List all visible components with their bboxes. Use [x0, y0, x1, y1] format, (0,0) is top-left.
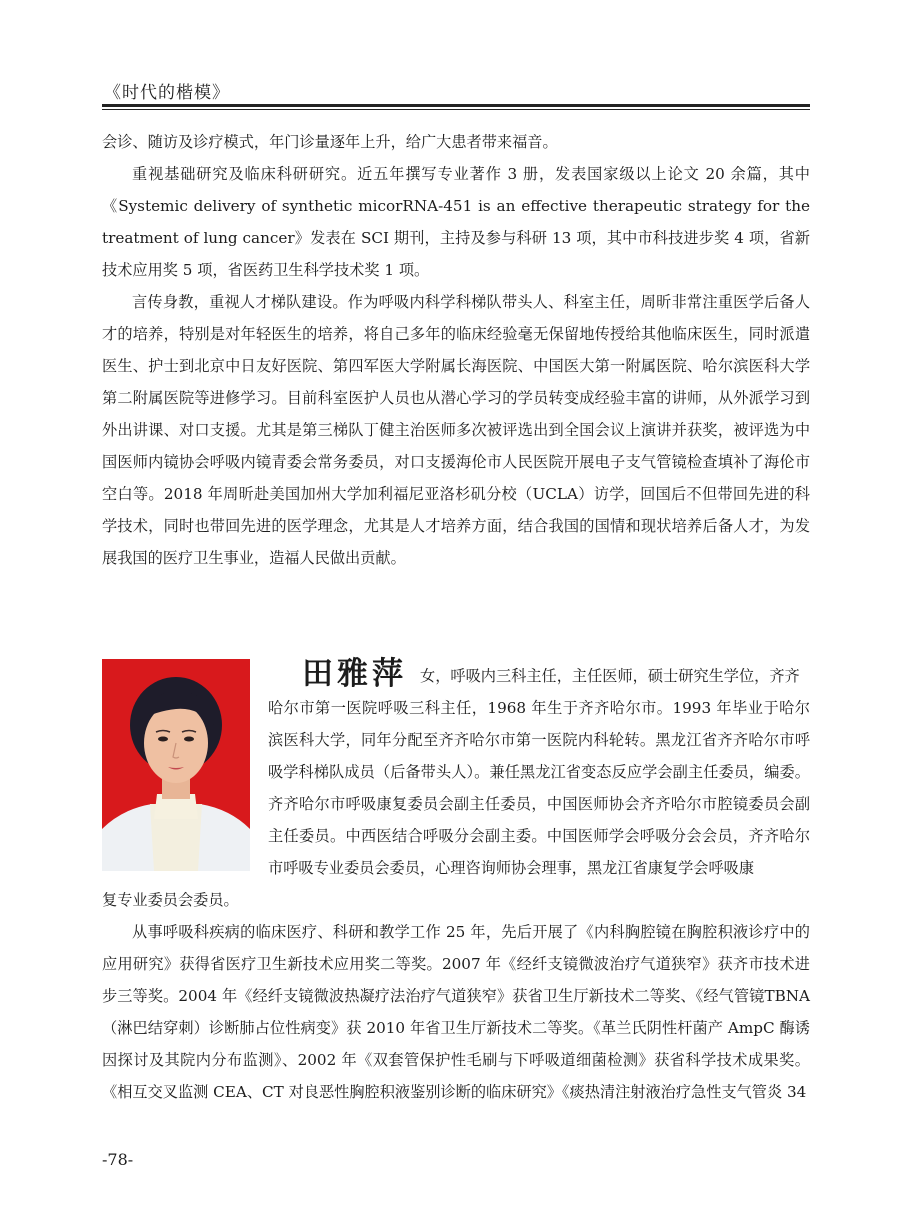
portrait-photo	[102, 659, 250, 871]
paragraph-work: 从事呼吸科疾病的临床医疗、科研和教学工作 25 年，先后开展了《内科胸腔镜在胸腔积液诊疗中的应用研究》获得省医疗卫生新技术应用奖二等奖。2007 年《经纤支镜微波治疗气道狭窄》获齐市技术进步三等奖。2004 年《经纤支镜微波热凝疗法治疗气道狭窄》获省卫生厅新技术二等奖、《经气管镜TBNA（淋巴结穿刺）诊断肺占位性病变》获 2010 年省卫生厅新技术二等奖。《革兰氏阴性杆菌产 AmpC 酶诱因探讨及其院内分布监测》、2002 年《双套管保护性毛刷与下呼吸道细菌检测》获省科学技术成果奖。《相互交叉监测 CEA、CT 对良恶性胸腔积液鉴别诊断的临床研究》《痰热清注射液治疗急性支气管炎 34	[102, 923, 810, 1101]
bio-intro-line: 女，呼吸内三科主任，主任医师，硕士研究生学位，齐齐	[420, 667, 800, 685]
page-number: -78-	[102, 1150, 134, 1169]
bio-text: 哈尔市第一医院呼吸三科主任，1968 年生于齐齐哈尔市。1993 年毕业于哈尔滨医科大学，同年分配至齐齐哈尔市第一医院内科轮转。黑龙江省齐齐哈尔市呼吸学科梯队成员（后备带头人）。兼任黑龙江省变态反应学会副主任委员，编委。齐齐哈尔市呼吸康复委员会副主任委员，中国医师协会齐齐哈尔市腔镜委员会副主任委员。中西医结合呼吸分会副主委。中国医师学会呼吸分会会员，齐齐哈尔市呼吸专业委员会委员，心理咨询师协会理事，黑龙江省康复学会呼吸康	[268, 699, 810, 877]
header-rule-thin	[102, 109, 810, 110]
bio-tail: 复专业委员会委员。	[102, 891, 239, 909]
running-header: 《时代的楷模》	[104, 83, 230, 103]
header-rule-thick	[102, 104, 810, 107]
paragraph-intro-continuation: 会诊、随访及诊疗模式，年门诊量逐年上升，给广大患者带来福音。	[102, 133, 558, 151]
paragraph-talent: 言传身教，重视人才梯队建设。作为呼吸内科学科梯队带头人、科室主任，周昕非常注重医学后备人才的培养，特别是对年轻医生的培养，将自己多年的临床经验毫无保留地传授给其他临床医生，同时派遣医生、护士到北京中日友好医院、第四军医大学附属长海医院、中国医大第一附属医院、哈尔滨医科大学第二附属医院等进修学习。目前科室医护人员也从潜心学习的学员转变成经验丰富的讲师，从外派学习到外出讲课、对口支援。尤其是第三梯队丁健主治医师多次被评选出到全国会议上演讲并获奖，被评选为中国医师内镜协会呼吸内镜青委会常务委员，对口支援海伦市人民医院开展电子支气管镜检查填补了海伦市空白等。2018 年周昕赴美国加州大学加利福尼亚洛杉矶分校（UCLA）访学，回国后不但带回先进的科学技术，同时也带回先进的医学理念，尤其是人才培养方面，结合我国的国情和现状培养后备人才，为发展我国的医疗卫生事业，造福人民做出贡献。	[102, 293, 810, 567]
paragraph-research: 重视基础研究及临床科研研究。近五年撰写专业著作 3 册，发表国家级以上论文 20 余篇，其中《Systemic delivery of synthetic micorRNA-451 is an effective therapeutic strategy for the treatment of lung cancer》发表在 SCI 期刊，主持及参与科研 13 项，其中市科技进步奖 4 项，省新技术应用奖 5 项，省医药卫生科学技术奖 1 项。	[102, 165, 810, 279]
person-name: 田雅萍	[302, 656, 407, 692]
portrait-illustration	[102, 659, 250, 871]
